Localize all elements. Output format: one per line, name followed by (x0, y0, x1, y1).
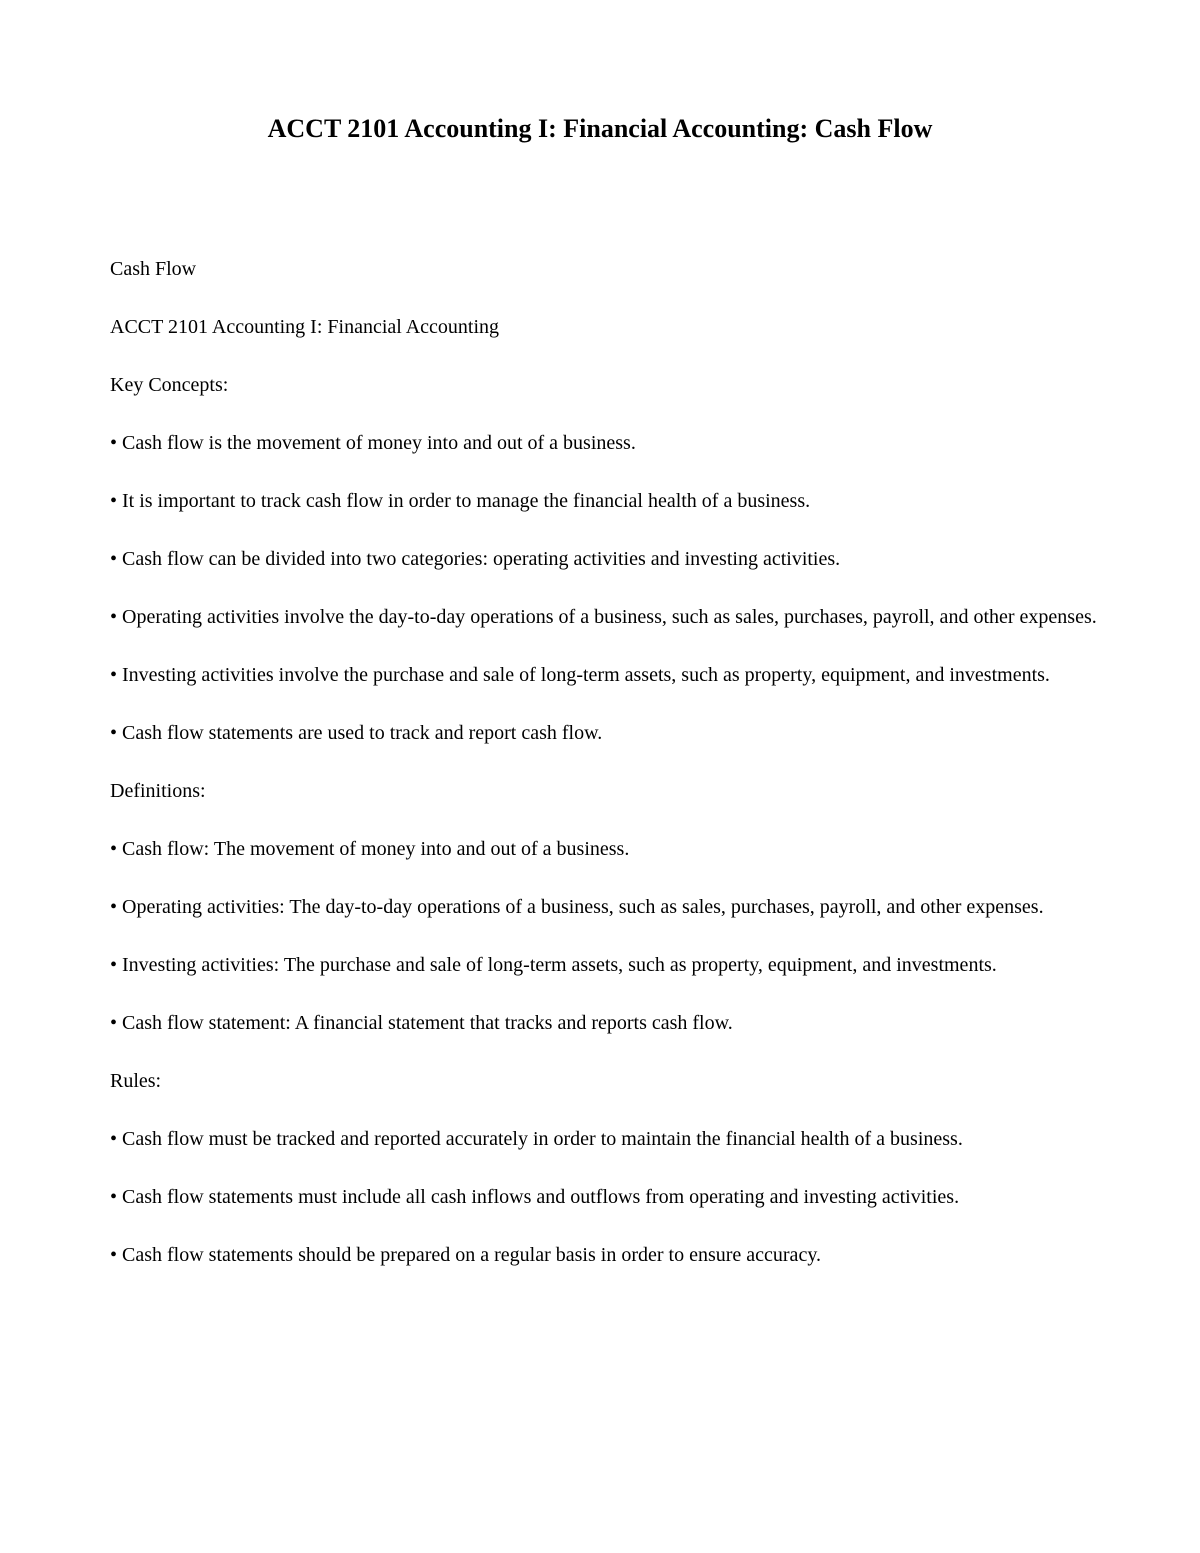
definition-item: • Operating activities: The day-to-day operations of a business, such as sales, purchases, payroll, and other expenses. (110, 896, 1044, 918)
key-concept-item: • Cash flow statements are used to track and report cash flow. (110, 722, 603, 744)
document-body (110, 258, 1100, 1302)
key-concepts-heading: Key Concepts: (110, 374, 229, 396)
course-name: ACCT 2101 Accounting I: Financial Accounting (110, 316, 500, 338)
document-title: ACCT 2101 Accounting I: Financial Accounting: Cash Flow (267, 114, 933, 143)
definitions-heading: Definitions: (110, 780, 206, 802)
rule-item: • Cash flow statements must include all cash inflows and outflows from operating and investing activities. (110, 1186, 960, 1208)
key-concept-item: • Investing activities involve the purchase and sale of long-term assets, such as property, equipment, and investments. (110, 664, 1050, 686)
definition-item: • Investing activities: The purchase and sale of long-term assets, such as property, equipment, and investments. (110, 954, 997, 976)
rules-heading: Rules: (110, 1070, 162, 1092)
section-subtitle: Cash Flow (110, 258, 197, 280)
rule-item: • Cash flow must be tracked and reported accurately in order to maintain the financial health of a business. (110, 1128, 963, 1150)
rule-item: • Cash flow statements should be prepared on a regular basis in order to ensure accuracy. (110, 1244, 822, 1266)
definition-item: • Cash flow statement: A financial statement that tracks and reports cash flow. (110, 1012, 733, 1034)
key-concept-item: • Cash flow can be divided into two categories: operating activities and investing activities. (110, 548, 841, 570)
key-concept-item: • It is important to track cash flow in order to manage the financial health of a business. (110, 490, 811, 512)
key-concept-item: • Cash flow is the movement of money into and out of a business. (110, 432, 636, 454)
definition-item: • Cash flow: The movement of money into and out of a business. (110, 838, 630, 860)
key-concept-item: • Operating activities involve the day-to-day operations of a business, such as sales, purchases, payroll, and other expenses. (110, 606, 1097, 628)
